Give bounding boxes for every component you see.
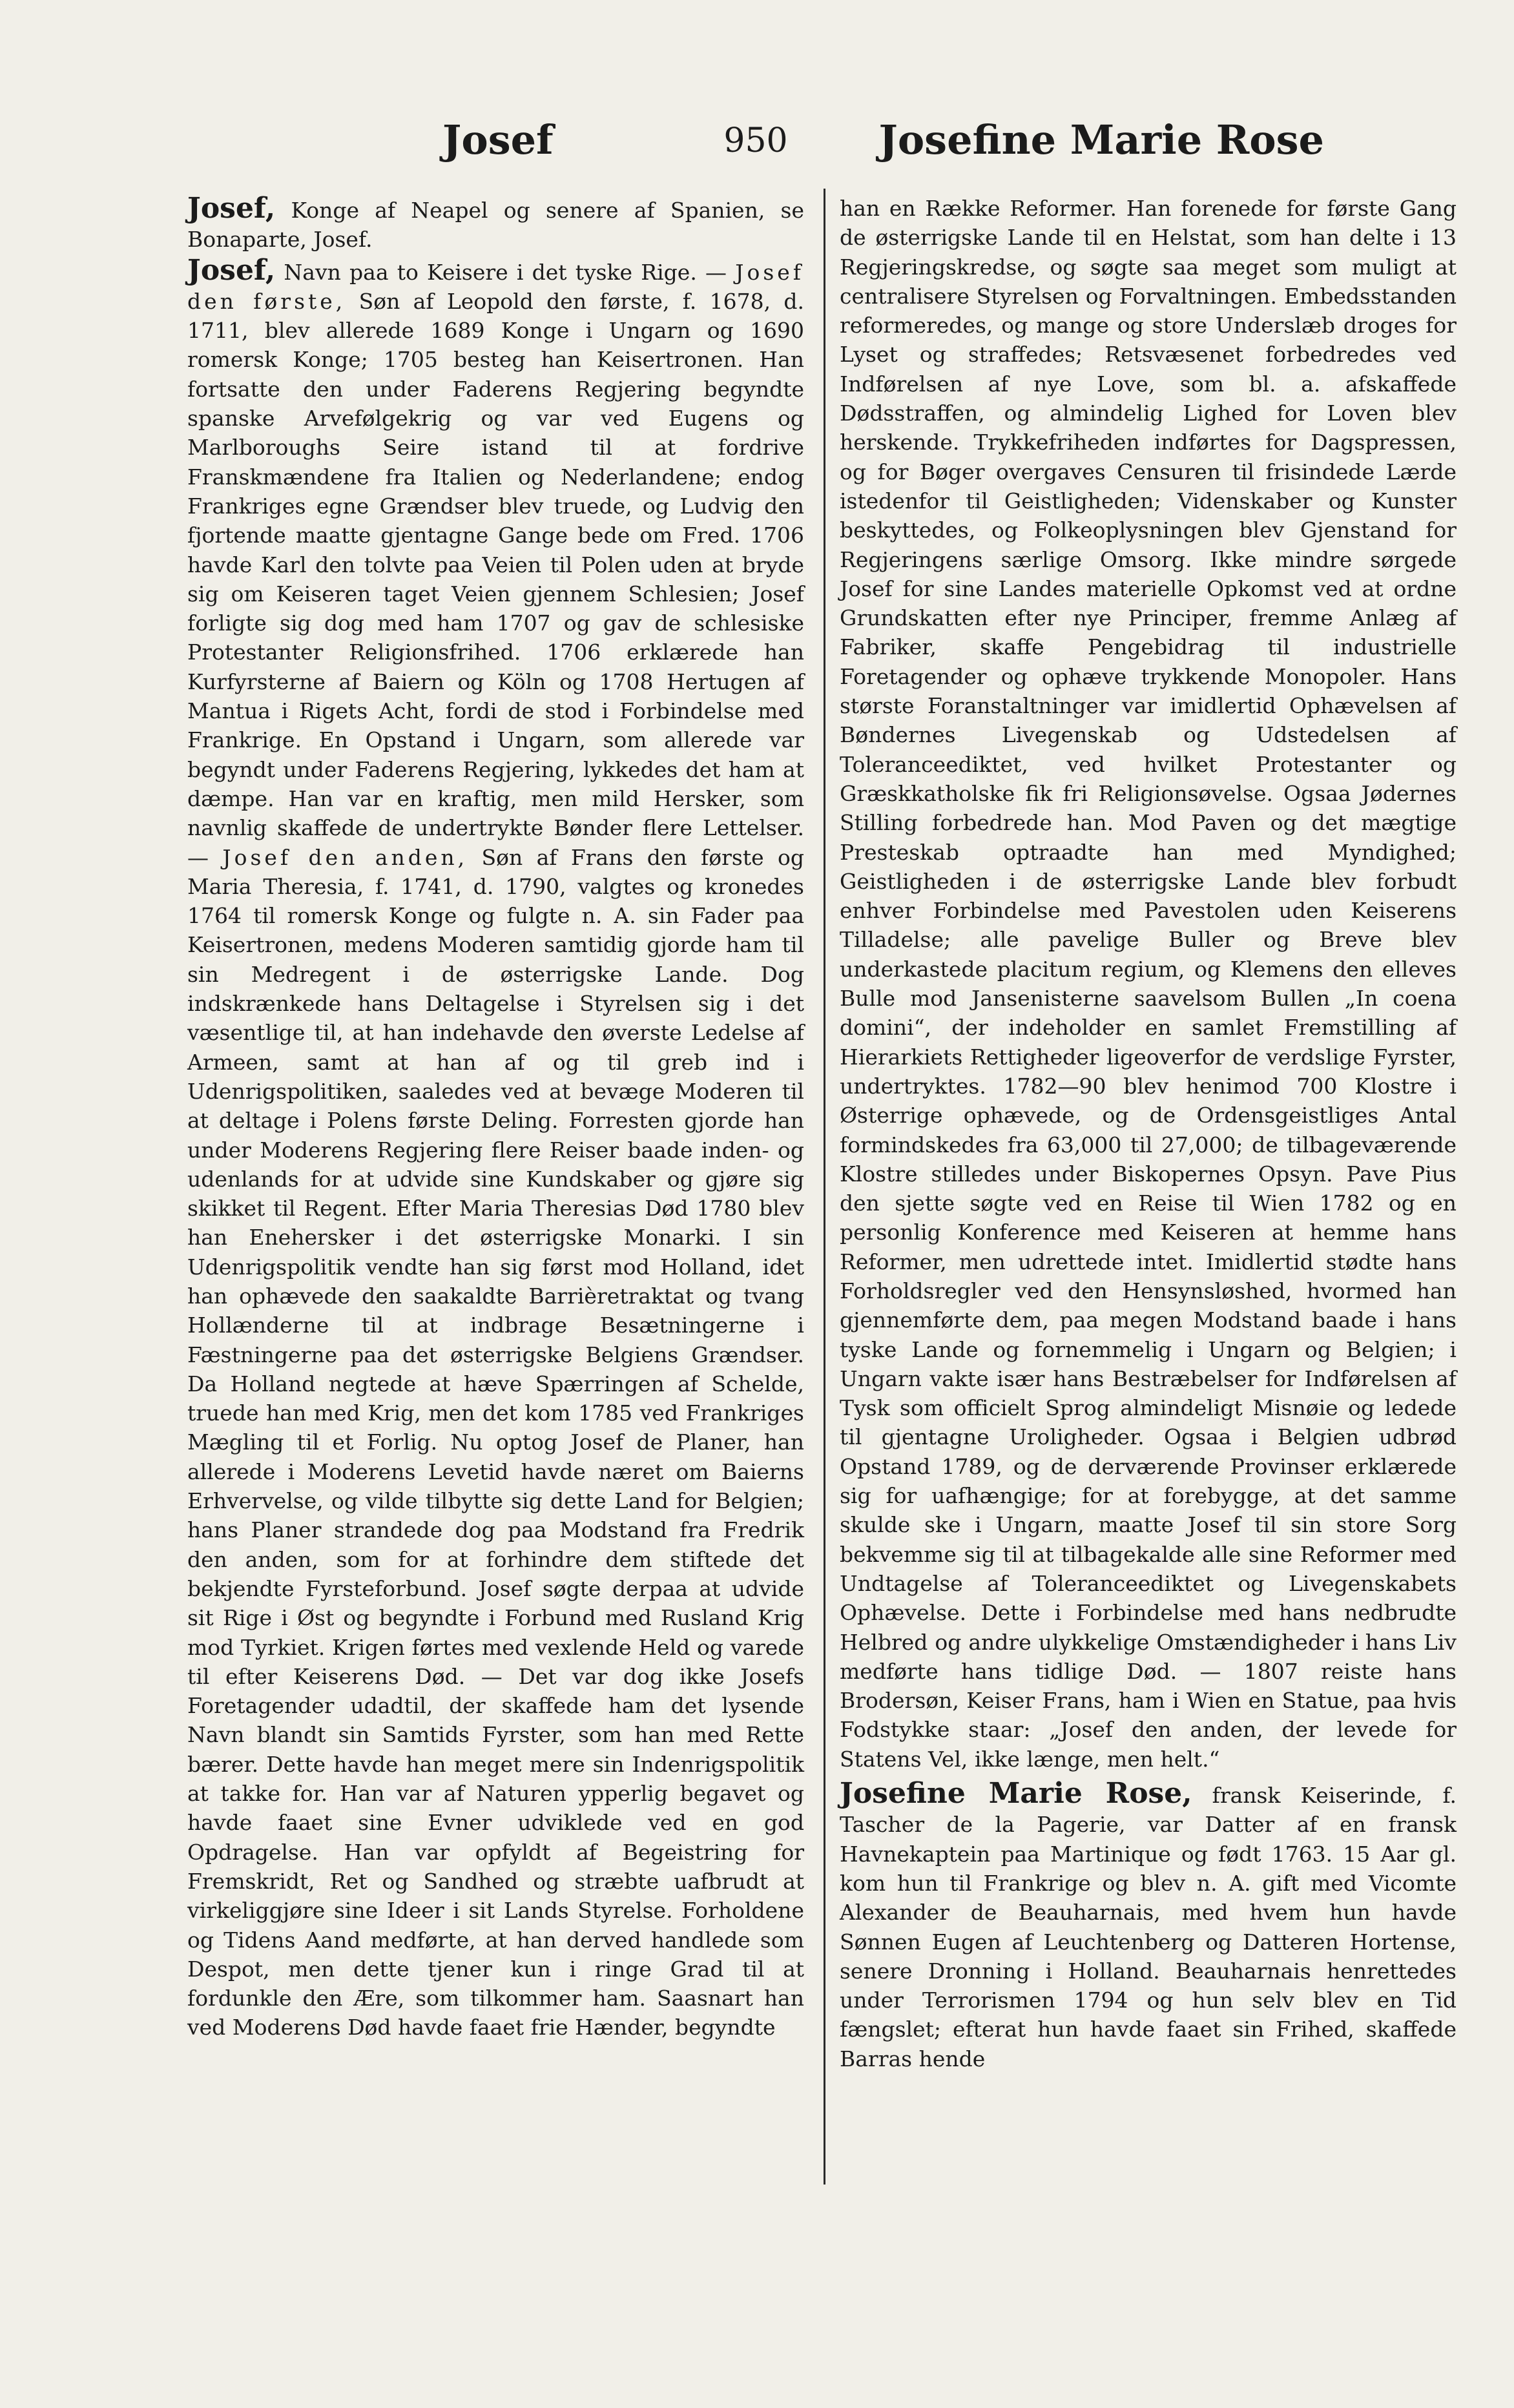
header-left-term: Josef xyxy=(442,116,554,163)
subentry-name: Josef den anden, xyxy=(222,844,468,870)
headword: Josef, xyxy=(187,192,276,225)
entry-josef-emperors xyxy=(187,253,805,2042)
headword: Josef, xyxy=(187,253,276,287)
entry-josefine xyxy=(840,1779,1457,2073)
subentry-text: Søn af Leopold den første, f. 1678, d. 1711, blev allerede 1689 Konge i Ungarn og 1690 romersk Konge; 1705 besteg han Keisertronen. Han fortsatte den under Faderens Regjering begyndte spanske Arvefølgekrig og var ved Eugens og Marlboroughs Seire istand til at fordrive Franskmændene fra Italien og Nederlandene; endog Frankriges egne Grændser blev truede, og Ludvig den fjortende maatte gjentagne Gange bede om Fred. 1706 havde Karl den tolvte paa Veien til Polen uden at bryde sig om Keiseren taget Veien gjennem Schlesien; Josef forligte sig dog med ham 1707 og gav de schlesiske Protestanter Religionsfrihed. 1706 erklærede han Kurfyrsterne af Baiern og Köln og 1708 Hertugen af Mantua i Rigets Acht, fordi de stod i Forbindelse med Frankrige. En Opstand i Ungarn, som allerede var begyndt under Faderens Regjering, lykkedes det ham at dæmpe. Han var en kraftig, men mild Hersker, som navnlig skaffede de undertrykte Bønder flere Lettelser. — xyxy=(187,288,805,870)
entry-text: fransk Keiserinde, f. Tascher de la Pagerie, var Datter af en fransk Havnekaptein paa Martinique og født 1763. 15 Aar gl. kom hun til Frankrige og blev n. A. gift med Vicomte Alexander de Beauharnais, med hvem hun havde Sønnen Eugen af Leuchtenberg og Datteren Hortense, senere Dronning i Holland. Beauharnais henrettedes under Terrorismen 1794 og hun selv blev en Tid fængslet; efterat hun havde faaet sin Frihed, skaffede Barras hende xyxy=(840,1783,1457,2071)
entry-text: Konge af Neapel og senere af Spanien, se Bonaparte, Josef. xyxy=(187,198,804,253)
entry-continuation xyxy=(840,194,1457,1774)
continuation-text: han en Række Reformer. Han forenede for første Gang de østerrigske Lande til en Helstat, som han delte i 13 Regjeringskredse, og søgte saa meget som muligt at centralisere Styrelsen og Forvaltningen. Embedsstanden reformeredes, og mange og store Underslæb droges for Lyset og straffedes; Retsvæsenet forbedredes ved Indførelsen af nye Love, som bl. a. afskaffede Dødsstraffen, og almindelig Lighed for Loven blev herskende. Trykkefriheden indførtes for Dagspressen, og for Bøger overgaves Censuren til frisindede Lærde istedenfor til Geistligheden; Videnskaber og Kunster beskyttedes, og Folkeoplysningen blev Gjenstand for Regjeringens særlige Omsorg. Ikke mindre sørgede Josef for sine Landes materielle Opkomst ved at ordne Grundskatten efter nye Principer, fremme Anlæg af Fabriker, skaffe Pengebidrag til industrielle Foretagender og ophæve trykkende Monopoler. Hans største Foranstaltninger var imidlertid Ophævelsen af Bøndernes Livegenskab og Udstedelsen af Toleranceediktet, ved hvilket Protestanter og Græskkatholske fik fri Religionsøvelse. Ogsaa Jødernes Stilling forbedrede han. Mod Paven og det mægtige Presteskab optraadte han med Myndighed; Geistligheden i de østerrigske Lande blev forbudt enhver Forbindelse med Pavestolen uden Keiserens Tilladelse; alle pavelige Buller og Breve blev underkastede placitum regium, og Klemens den elleves Bulle mod Jansenisterne saavelsom Bullen „In coena domini“, der indeholder en samlet Fremstilling af Hierarkiets Rettigheder ligeoverfor de verdslige Fyrster, undertryktes. 1782—90 blev henimod 700 Klostre i Østerrige ophævede, og de Ordensgeistliges Antal formindskedes fra 63,000 til 27,000; de tilbageværende Klostre stilledes under Biskopernes Opsyn. Pave Pius den sjette søgte ved en Reise til Wien 1782 og en personlig Konference med Keiseren at hemme hans Reformer, men udrettede intet. Imidlertid stødte hans Forholdsregler ved den Hensynsløshed, hvormed han gjennemførte dem, paa megen Modstand baade i hans tyske Lande og fornemmelig i Ungarn og Belgien; i Ungarn vakte især hans Bestræbelser for Indførelsen af Tysk som officielt Sprog almindeligt Misnøie og ledede til gjentagne Uroligheder. Ogsaa i Belgien udbrød Opstand 1789, og de derværende Provinser erklærede sig for uafhængige; for at forebygge, at det samme skulde ske i Ungarn, maatte Josef til sin store Sorg bekvemme sig til at tilbagekalde alle sine Reformer med Undtagelse af Toleranceediktet og Livegenskabets Ophævelse. Dette i Forbindelse med hans nedbrudte Helbred og andre ulykkelige Omstændigheder i hans Liv medførte hans tidlige Død. — 1807 reiste hans Brodersøn, Keiser Frans, ham i Wien en Statue, paa hvis Fodstykke staar: „Josef den anden, der levede for Statens Vel, ikke længe, men helt.“ xyxy=(840,196,1457,1772)
left-column xyxy=(187,194,804,2044)
subentry-text: Søn af Frans den første og Maria Theresia, f. 1741, d. 1790, valgtes og kronedes 1764 til romersk Konge og fulgte n. A. sin Fader paa Keisertronen, medens Moderen samtidig gjorde ham til sin Medregent i de østerrigske Lande. Dog indskrænkede hans Deltagelse i Styrelsen sig i det væsentlige til, at han indehavde den øverste Ledelse af Armeen, samt at han af og til greb ind i Udenrigspolitiken, saaledes ved at bevæge Moderen til at deltage i Polens første Deling. Forresten gjorde han under Moderens Regjering flere Reiser baade inden- og udenlands for at udvide sine Kundskaber og gjøre sig skikket til Regent. Efter Maria Theresias Død 1780 blev han Enehersker i det østerrigske Monarki. I sin Udenrigspolitik vendte han sig først mod Holland, idet han ophævede den saakaldte Barrièretraktat og tvang Hollænderne til at indbrage Besætningerne i Fæstningerne paa det østerrigske Belgiens Grændser. Da Holland negtede at hæve Spærringen af Schelde, truede han med Krig, men det kom 1785 ved Frankriges Mægling til et Forlig. Nu optog Josef de Planer, han allerede i Moderens Levetid havde næret om Baierns Erhvervelse, og vilde tilbytte sig dette Land for Belgien; hans Planer strandede dog paa Modstand fra Fredrik den anden, som for at forhindre dem stiftede det bekjendte Fyrsteforbund. Josef søgte derpaa at udvide sit Rige i Øst og begyndte i Forbund med Rusland Krig mod Tyrkiet. Krigen førtes med vexlende Held og varede til efter Keiserens Død. — Det var dog ikke Josefs Foretagender udadtil, der skaffede ham det lysende Navn blandt sin Samtids Fyrster, som han med Rette bærer. Dette havde han meget mere sin Indenrigspolitik at takke for. Han var af Naturen ypperlig begavet og havde faaet sine Evner udviklede ved en god Opdragelse. Han var opfyldt af Begeistring for Fremskridt, Ret og Sandhed og stræbte uafbrudt at virkeliggjøre sine Ideer i sit Lands Styrelse. Forholdene og Tidens Aand medførte, at han derved handlede som Despot, men dette tjener kun i ringe Grad til at fordunkle den Ære, som tilkommer ham. Saasnart han ved Moderens Død havde faaet frie Hænder, begyndte xyxy=(187,844,804,2040)
subentry-name: Josef den første, xyxy=(187,259,804,314)
entry-intro: Navn paa to Keisere i det tyske Rige. — xyxy=(284,259,727,285)
page-number: 950 xyxy=(723,121,788,160)
column-divider xyxy=(824,189,825,2185)
headword: Josefine Marie Rose, xyxy=(840,1777,1192,1811)
header-right-term: Josefine Marie Rose xyxy=(878,116,1324,163)
entry-josef-naples xyxy=(187,194,804,254)
running-header xyxy=(187,116,1324,181)
right-column xyxy=(840,194,1457,2075)
